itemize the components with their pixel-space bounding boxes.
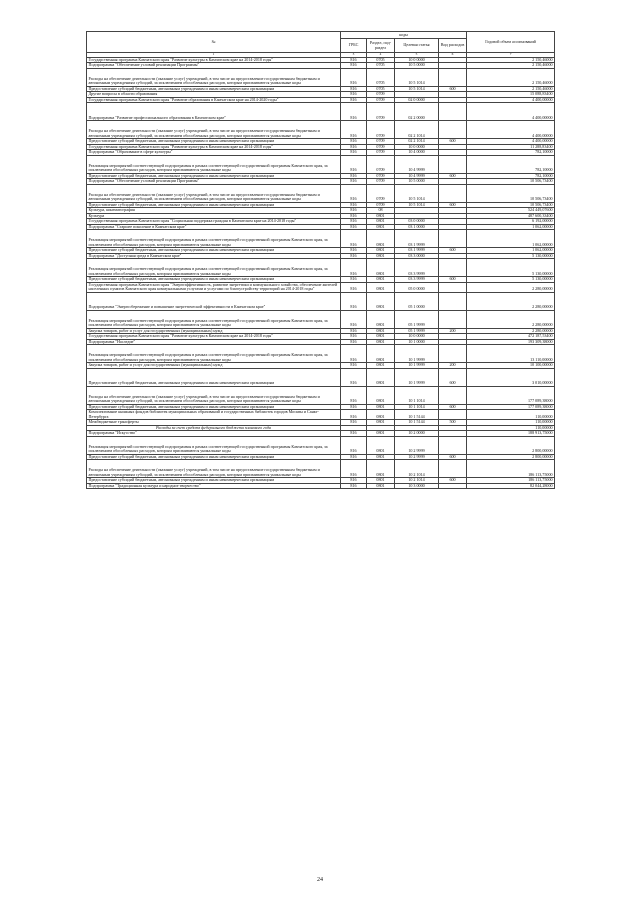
row-section: 0801 xyxy=(367,334,395,340)
row-section: 0709 xyxy=(367,202,395,208)
row-target: 05 1 9999 xyxy=(395,328,439,334)
row-name: Государственная программа Камчатского края "Развитие образования в Камчатском крае на 2014-2020 годы" xyxy=(87,97,341,103)
row-grbs: 816 xyxy=(341,224,367,230)
row-target: 10 1 9999 xyxy=(395,363,439,369)
row-amount: 10 506,73400 xyxy=(467,202,555,208)
row-name: Предоставление субсидий бюджетным, автономным учреждениям и иным некоммерческим организациям xyxy=(87,248,341,254)
row-expense-type: 600 xyxy=(439,368,467,386)
row-section: 0801 xyxy=(367,431,395,437)
row-target: 10 4 9999 xyxy=(395,173,439,179)
row-amount: 10 506,73400 xyxy=(467,179,555,185)
row-name: Предоставление субсидий бюджетным, автономным учреждениям и иным некоммерческим организациям xyxy=(87,86,341,92)
row-expense-type: 600 xyxy=(439,277,467,283)
row-target: 10 0 0000 xyxy=(395,57,439,63)
row-amount: 782,10000 xyxy=(467,150,555,156)
row-section: 0801 xyxy=(367,436,395,454)
row-target: 10 5 1014 xyxy=(395,184,439,202)
row-target: 03 1 9999 xyxy=(395,248,439,254)
budget-table-sheet xyxy=(86,31,554,489)
row-name: Предоставление субсидий бюджетным, автономным учреждениям и иным некоммерческим организациям xyxy=(87,368,341,386)
row-expense-type: 600 xyxy=(439,454,467,460)
row-expense-type xyxy=(439,410,467,420)
row-expense-type xyxy=(439,282,467,292)
row-name: Расходы за счет средств федерального бюджета планового года xyxy=(87,425,341,431)
row-grbs: 816 xyxy=(341,121,367,139)
row-name: Подпрограмма "Наследие" xyxy=(87,339,341,345)
row-section: 0801 xyxy=(367,460,395,478)
row-amount: 15 088,83400 xyxy=(467,92,555,98)
row-section: 0709 xyxy=(367,179,395,185)
column-index: 5 xyxy=(395,53,439,58)
row-name: Государственная программа Камчатского края "Развитие культуры в Камчатском крае на 2014-2018 годы" xyxy=(87,57,341,63)
row-expense-type xyxy=(439,230,467,248)
row-target: 10 5 1014 xyxy=(395,86,439,92)
row-name: Культура xyxy=(87,213,341,219)
row-name: Государственная программа Камчатского края "Социальная поддержка граждан в Камчатском крае на 2014-2018 годы" xyxy=(87,219,341,225)
row-amount: 2 280,00000 xyxy=(467,292,555,310)
row-expense-type: 200 xyxy=(439,363,467,369)
row-section: 0705 xyxy=(367,57,395,63)
row-amount: 1 062,00000 xyxy=(467,224,555,230)
row-grbs: 816 xyxy=(341,420,367,426)
row-name: Реализация мероприятий соответствующей подпрограммы в рамках соответствующей государственной программы Камчатского края, за исключением обособленных расходов, которым присваиваются уникальные коды xyxy=(87,310,341,328)
column-index: 4 xyxy=(367,53,395,58)
row-section: 0801 xyxy=(367,420,395,426)
row-target: 10 1 5144 xyxy=(395,420,439,426)
row-section: 0801 xyxy=(367,248,395,254)
table-row xyxy=(87,184,555,202)
row-amount: 4 400,00000 xyxy=(467,103,555,121)
row-grbs: 816 xyxy=(341,334,367,340)
row-expense-type xyxy=(439,184,467,202)
row-amount: 110,00000 xyxy=(467,425,555,431)
row-target: 02 2 0000 xyxy=(395,103,439,121)
row-name: Расходы на обеспечение деятельности (оказание услуг) учреждений, в том числе на предоставление государственным бюджетным и автономным учреждениям субсидий, за исключением обособленных расходов, которым присваиваются уникальные коды xyxy=(87,386,341,404)
row-grbs: 816 xyxy=(341,213,367,219)
row-target: 10 5 1014 xyxy=(395,202,439,208)
row-name: Государственная программа Камчатского края "Развитие культуры в Камчатском крае на 2014-2018 годы" xyxy=(87,334,341,340)
row-amount: 13 110,00000 xyxy=(467,345,555,363)
row-grbs: 816 xyxy=(341,103,367,121)
row-target: 10 2 1014 xyxy=(395,478,439,484)
row-amount: 177 089,38000 xyxy=(467,404,555,410)
row-name: Расходы на обеспечение деятельности (оказание услуг) учреждений, в том числе на предоставление государственным бюджетным и автономным учреждениям субсидий, за исключением обособленных расходов, которым присваиваются уникальные коды xyxy=(87,184,341,202)
row-target: 10 2 1014 xyxy=(395,460,439,478)
row-name: Предоставление субсидий бюджетным, автономным учреждениям и иным некоммерческим организациям xyxy=(87,277,341,283)
row-amount: 5 130,00000 xyxy=(467,253,555,259)
row-section: 0801 xyxy=(367,253,395,259)
row-section: 0801 xyxy=(367,404,395,410)
row-grbs: 816 xyxy=(341,92,367,98)
row-amount: 2 280,00000 xyxy=(467,328,555,334)
table-row xyxy=(87,483,555,489)
header-amount: Годовой объем ассигнований xyxy=(467,32,555,53)
row-target: 10 5 1014 xyxy=(395,68,439,86)
table-row xyxy=(87,230,555,248)
row-name: Предоставление субсидий бюджетным, автономным учреждениям и иным некоммерческим организациям xyxy=(87,139,341,145)
row-section: 0801 xyxy=(367,219,395,225)
row-grbs: 816 xyxy=(341,277,367,283)
row-amount: 5 130,00000 xyxy=(467,259,555,277)
row-amount: 186 113,75000 xyxy=(467,478,555,484)
row-amount: 110,00000 xyxy=(467,410,555,420)
table-row xyxy=(87,386,555,404)
row-section: 08 xyxy=(367,208,395,214)
row-section: 0801 xyxy=(367,478,395,484)
row-target: 10 1 1014 xyxy=(395,404,439,410)
row-grbs: 816 xyxy=(341,339,367,345)
row-grbs: 816 xyxy=(341,253,367,259)
budget-table xyxy=(86,31,555,489)
table-row xyxy=(87,460,555,478)
row-target: 03 3 0000 xyxy=(395,253,439,259)
table-row xyxy=(87,155,555,173)
row-target: 10 4 9999 xyxy=(395,155,439,173)
row-target: 03 3 9999 xyxy=(395,277,439,283)
row-section: 0801 xyxy=(367,454,395,460)
row-section: 0705 xyxy=(367,86,395,92)
row-name: Реализация мероприятий соответствующей подпрограммы в рамках соответствующей государственной программы Камчатского края, за исключением обособленных расходов, которым присваиваются уникальные коды xyxy=(87,230,341,248)
table-row xyxy=(87,410,555,420)
row-section: 0801 xyxy=(367,292,395,310)
row-name: Подпрограмма "Обеспечение условий реализации Программы" xyxy=(87,179,341,185)
header-expense-type: Вид расходов xyxy=(439,39,467,53)
row-section: 0709 xyxy=(367,173,395,179)
row-section: 0705 xyxy=(367,68,395,86)
row-name: Предоставление субсидий бюджетным, автономным учреждениям и иным некоммерческим организациям xyxy=(87,202,341,208)
row-expense-type xyxy=(439,436,467,454)
row-grbs: 816 xyxy=(341,282,367,292)
row-name: Другие вопросы в области образования xyxy=(87,92,341,98)
row-name: Предоставление субсидий бюджетным, автономным учреждениям и иным некоммерческим организациям xyxy=(87,404,341,410)
row-grbs: 816 xyxy=(341,483,367,489)
table-row xyxy=(87,345,555,363)
page-number: 24 xyxy=(317,877,323,883)
row-section: 0801 xyxy=(367,277,395,283)
row-name: Подпрограмма "Искусство" xyxy=(87,431,341,437)
row-amount: 2 150,46000 xyxy=(467,57,555,63)
table-row xyxy=(87,292,555,310)
row-target: 10 1 9999 xyxy=(395,345,439,363)
row-section: 0801 xyxy=(367,386,395,404)
header-number: № xyxy=(87,32,341,53)
row-target: 05 0 0000 xyxy=(395,282,439,292)
row-section: 0801 xyxy=(367,282,395,292)
row-section: 0801 xyxy=(367,328,395,334)
row-amount: 524 449,07600 xyxy=(467,208,555,214)
row-expense-type: 600 xyxy=(439,86,467,92)
row-target: 05 1 9999 xyxy=(395,310,439,328)
row-name: Государственная программа Камчатского края "Развитие культуры в Камчатском крае на 2014-2018 годы" xyxy=(87,144,341,150)
column-index: 6 xyxy=(439,53,467,58)
table-row xyxy=(87,103,555,121)
row-grbs: 816 xyxy=(341,386,367,404)
row-amount: 4 400,00000 xyxy=(467,139,555,145)
row-name: Расходы на обеспечение деятельности (оказание услуг) учреждений, в том числе на предоставление государственным бюджетным и автономным учреждениям субсидий, за исключением обособленных расходов, которым присваиваются уникальные коды xyxy=(87,68,341,86)
row-amount: 2 280,00000 xyxy=(467,310,555,328)
row-expense-type: 600 xyxy=(439,248,467,254)
row-grbs: 816 xyxy=(341,436,367,454)
row-expense-type xyxy=(439,103,467,121)
row-grbs: 816 xyxy=(341,63,367,69)
row-grbs: 816 xyxy=(341,86,367,92)
row-target: 10 2 9999 xyxy=(395,436,439,454)
row-amount: 5 130,00000 xyxy=(467,277,555,283)
row-name: Культура, кинематография xyxy=(87,208,341,214)
row-expense-type: 600 xyxy=(439,202,467,208)
row-expense-type xyxy=(439,121,467,139)
row-target: 02 0 0000 xyxy=(395,97,439,103)
row-name: Подпрограмма "Доступная среда в Камчатском крае" xyxy=(87,253,341,259)
row-grbs: 816 xyxy=(341,478,367,484)
row-target: 10 1 9999 xyxy=(395,368,439,386)
row-grbs: 816 xyxy=(341,139,367,145)
row-section: 0801 xyxy=(367,213,395,219)
row-name: Реализация мероприятий соответствующей подпрограммы в рамках соответствующей государственной программы Камчатского края, за исключением обособленных расходов, которым присваиваются уникальные коды xyxy=(87,155,341,173)
row-amount: 2 150,46000 xyxy=(467,63,555,69)
row-amount: 1 062,00000 xyxy=(467,230,555,248)
row-expense-type xyxy=(439,386,467,404)
row-amount: 10 100,00000 xyxy=(467,363,555,369)
row-expense-type xyxy=(439,460,467,478)
row-amount: 487 600,33400 xyxy=(467,213,555,219)
row-target: 10 1 5144 xyxy=(395,410,439,420)
row-amount: 110,00000 xyxy=(467,420,555,426)
row-grbs: 816 xyxy=(341,345,367,363)
row-section: 0801 xyxy=(367,259,395,277)
row-grbs: 816 xyxy=(341,155,367,173)
row-section: 0801 xyxy=(367,368,395,386)
row-amount: 2 280,00000 xyxy=(467,282,555,292)
row-amount: 3 010,00000 xyxy=(467,368,555,386)
table-row xyxy=(87,436,555,454)
row-section: 0709 xyxy=(367,144,395,150)
row-section: 0709 xyxy=(367,97,395,103)
row-section: 0801 xyxy=(367,345,395,363)
row-grbs: 816 xyxy=(341,259,367,277)
row-amount: 193 309,38000 xyxy=(467,339,555,345)
column-index: 1 xyxy=(87,53,341,58)
row-grbs: 816 xyxy=(341,219,367,225)
row-name: Государственная программа Камчатского края "Энергоэффективность, развитие энергетики и коммунального хозяйства, обеспечение жителей населенных пунктов Камчатского края коммунальными услугами и услугами по благоустройству территорий на 2014-2018 годы" xyxy=(87,282,341,292)
table-row xyxy=(87,68,555,86)
row-section: 0709 xyxy=(367,103,395,121)
row-grbs: 816 xyxy=(341,230,367,248)
row-name: Закупка товаров, работ и услуг для государственных (муниципальных) нужд xyxy=(87,328,341,334)
row-expense-type xyxy=(439,292,467,310)
row-name: Подпрограмма "Развитие профессионального образования в Камчатском крае" xyxy=(87,103,341,121)
header-codes-group: коды xyxy=(341,32,467,39)
row-section: 0801 xyxy=(367,363,395,369)
row-grbs: 816 xyxy=(341,292,367,310)
row-amount: 4 400,00000 xyxy=(467,97,555,103)
row-target: 10 4 0000 xyxy=(395,150,439,156)
row-grbs: 816 xyxy=(341,454,367,460)
row-amount: 82 044,28000 xyxy=(467,483,555,489)
row-name: Предоставление субсидий бюджетным, автономным учреждениям и иным некоммерческим организациям xyxy=(87,478,341,484)
row-target: 10 0 0000 xyxy=(395,334,439,340)
row-name: Межбюджетные трансферты xyxy=(87,420,341,426)
row-name: Подпрограмма "Обеспечение условий реализации Программы" xyxy=(87,63,341,69)
row-section: 0801 xyxy=(367,339,395,345)
row-grbs: 816 xyxy=(341,431,367,437)
row-amount: 472 187,53400 xyxy=(467,334,555,340)
row-target: 03 1 0000 xyxy=(395,224,439,230)
row-grbs: 816 xyxy=(341,57,367,63)
row-name: Подпрограмма "Энергосбережение и повышение энергетической эффективности в Камчатском крае" xyxy=(87,292,341,310)
row-target: 05 1 0000 xyxy=(395,292,439,310)
row-target: 03 0 0000 xyxy=(395,219,439,225)
row-grbs: 816 xyxy=(341,460,367,478)
row-name: Реализация мероприятий соответствующей подпрограммы в рамках соответствующей государственной программы Камчатского края, за исключением обособленных расходов, которым присваиваются уникальные коды xyxy=(87,436,341,454)
table-row xyxy=(87,259,555,277)
row-amount: 177 089,38000 xyxy=(467,386,555,404)
row-name: Расходы на обеспечение деятельности (оказание услуг) учреждений, в том числе на предоставление государственным бюджетным и автономным учреждениям субсидий, за исключением обособленных расходов, которым присваиваются уникальные коды xyxy=(87,460,341,478)
table-row xyxy=(87,368,555,386)
header-section: Раздел, под- раздел xyxy=(367,39,395,53)
table-row xyxy=(87,310,555,328)
row-expense-type xyxy=(439,259,467,277)
row-grbs: 816 xyxy=(341,150,367,156)
row-amount: 782,10000 xyxy=(467,155,555,173)
row-name: Подпрограмма "Традиционная культура и народное творчество" xyxy=(87,483,341,489)
row-expense-type: 600 xyxy=(439,404,467,410)
row-grbs: 816 xyxy=(341,328,367,334)
header-grbs: ГРБС xyxy=(341,39,367,53)
row-amount: 2 800,00000 xyxy=(467,454,555,460)
row-target: 02 2 1014 xyxy=(395,139,439,145)
row-grbs: 816 xyxy=(341,410,367,420)
row-section: 0801 xyxy=(367,310,395,328)
row-expense-type: 600 xyxy=(439,478,467,484)
row-grbs: 816 xyxy=(341,173,367,179)
row-grbs: 816 xyxy=(341,97,367,103)
row-amount: 10 506,73400 xyxy=(467,184,555,202)
row-section: 0801 xyxy=(367,410,395,420)
row-name: Расходы на обеспечение деятельности (оказание услуг) учреждений, в том числе на предоставление государственным бюджетным и автономным учреждениям субсидий, за исключением обособленных расходов, которым присваиваются уникальные коды xyxy=(87,121,341,139)
row-grbs: 816 xyxy=(341,248,367,254)
row-target: 10 1 1014 xyxy=(395,386,439,404)
row-name: Реализация мероприятий соответствующей подпрограммы в рамках соответствующей государственной программы Камчатского края, за исключением обособленных расходов, которым присваиваются уникальные коды xyxy=(87,345,341,363)
row-expense-type xyxy=(439,345,467,363)
row-target: 10 5 0000 xyxy=(395,63,439,69)
row-amount: 4 400,00000 xyxy=(467,121,555,139)
row-expense-type: 600 xyxy=(439,139,467,145)
row-target: 10 0 0000 xyxy=(395,144,439,150)
row-name: Закупка товаров, работ и услуг для государственных (муниципальных) нужд xyxy=(87,363,341,369)
row-amount: 2 800,00000 xyxy=(467,436,555,454)
row-section: 0801 xyxy=(367,230,395,248)
row-amount: 2 150,46000 xyxy=(467,68,555,86)
row-expense-type xyxy=(439,483,467,489)
row-grbs: 816 xyxy=(341,144,367,150)
row-amount: 2 150,46000 xyxy=(467,86,555,92)
row-target: 10 1 0000 xyxy=(395,339,439,345)
row-amount: 186 113,75000 xyxy=(467,460,555,478)
row-expense-type: 200 xyxy=(439,328,467,334)
row-grbs: 816 xyxy=(341,68,367,86)
row-target: 10 5 0000 xyxy=(395,179,439,185)
row-target: 03 3 9999 xyxy=(395,259,439,277)
row-name: Предоставление субсидий бюджетным, автономным учреждениям и иным некоммерческим организациям xyxy=(87,173,341,179)
row-section: 0801 xyxy=(367,483,395,489)
row-grbs: 816 xyxy=(341,310,367,328)
table-row xyxy=(87,282,555,292)
row-section: 0709 xyxy=(367,150,395,156)
row-amount: 11 288,83400 xyxy=(467,144,555,150)
row-section: 0705 xyxy=(367,63,395,69)
row-target: 10 2 0000 xyxy=(395,431,439,437)
row-expense-type xyxy=(439,68,467,86)
row-grbs: 816 xyxy=(341,179,367,185)
row-target: 02 2 1014 xyxy=(395,121,439,139)
table-body xyxy=(87,57,555,489)
row-section: 0709 xyxy=(367,92,395,98)
row-grbs: 816 xyxy=(341,404,367,410)
row-expense-type: 500 xyxy=(439,420,467,426)
header-target: Целевая статья xyxy=(395,39,439,53)
row-expense-type xyxy=(439,310,467,328)
row-amount: 188 913,75000 xyxy=(467,431,555,437)
column-index: 3 xyxy=(341,53,367,58)
row-grbs: 816 xyxy=(341,208,367,214)
row-expense-type xyxy=(439,155,467,173)
row-name: Подпрограмма "Образование в сфере культуры" xyxy=(87,150,341,156)
row-amount: 6 192,00000 xyxy=(467,219,555,225)
row-section: 0801 xyxy=(367,224,395,230)
row-amount: 1 062,00000 xyxy=(467,248,555,254)
row-expense-type: 600 xyxy=(439,173,467,179)
row-grbs: 816 xyxy=(341,368,367,386)
row-name: Предоставление субсидий бюджетным, автономным учреждениям и иным некоммерческим организациям xyxy=(87,454,341,460)
row-grbs: 816 xyxy=(341,363,367,369)
row-name: Реализация мероприятий соответствующей подпрограммы в рамках соответствующей государственной программы Камчатского края, за исключением обособленных расходов, которым присваиваются уникальные коды xyxy=(87,259,341,277)
row-section: 0709 xyxy=(367,139,395,145)
column-index: 7 xyxy=(467,53,555,58)
row-name: Комплектование книжных фондов библиотек муниципальных образований и государственных библиотек городов Москвы и Санкт-Петербурга xyxy=(87,410,341,420)
row-grbs: 816 xyxy=(341,202,367,208)
row-target: 03 1 9999 xyxy=(395,230,439,248)
row-section: 0709 xyxy=(367,184,395,202)
row-name: Подпрограмма "Старшее поколение в Камчатском крае" xyxy=(87,224,341,230)
row-amount: 782,10000 xyxy=(467,173,555,179)
row-target: 10 2 9999 xyxy=(395,454,439,460)
row-grbs: 816 xyxy=(341,184,367,202)
row-section: 0709 xyxy=(367,121,395,139)
row-target: 10 3 0000 xyxy=(395,483,439,489)
table-row xyxy=(87,121,555,139)
row-section: 0709 xyxy=(367,155,395,173)
